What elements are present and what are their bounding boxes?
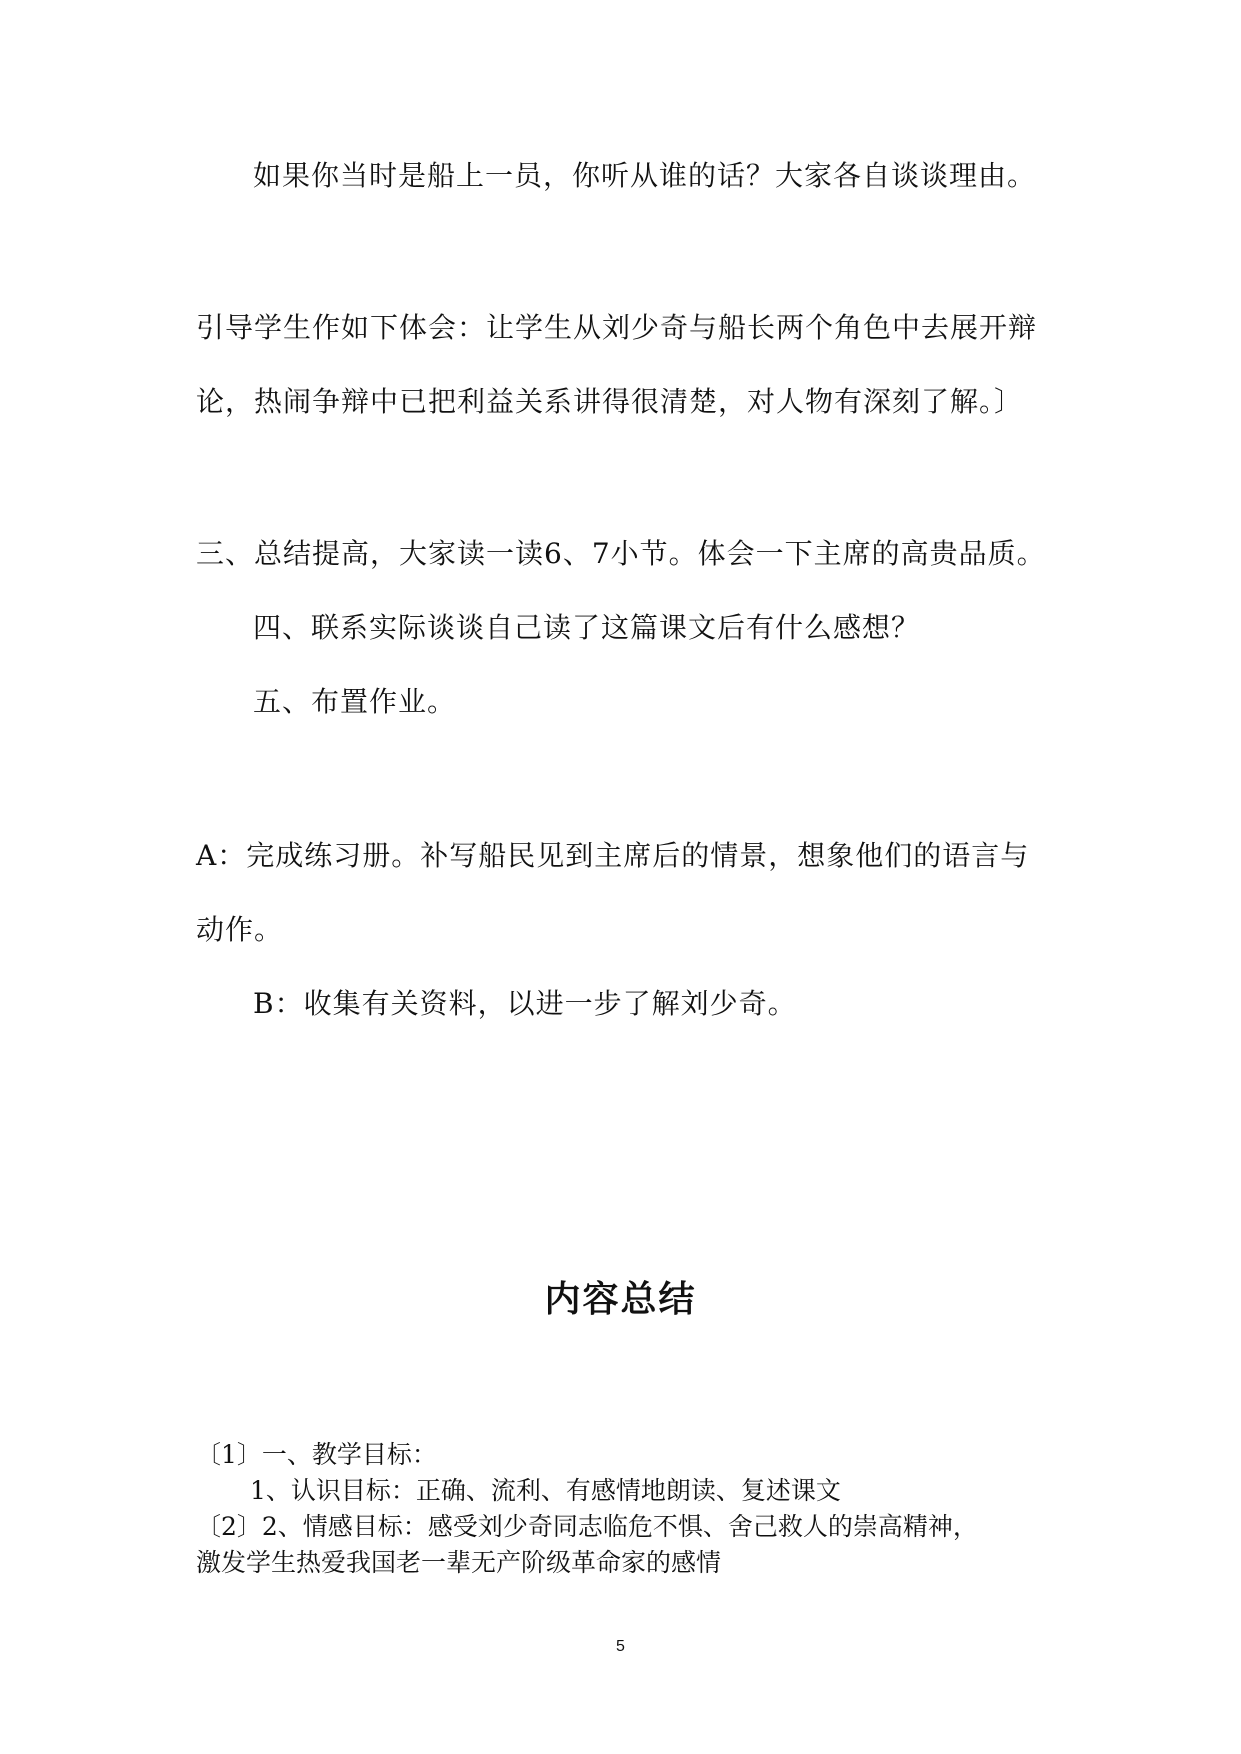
paragraph-reflection-step: 四、联系实际谈谈自己读了这篇课文后有什么感想？ [253, 611, 921, 644]
summary-heading: 内容总结 [544, 1279, 697, 1320]
summary-line-4: 激发学生热爱我国老一辈无产阶级革命家的感情 [196, 1548, 722, 1577]
summary-line-1: 〔1〕一、教学目标： [196, 1440, 437, 1469]
homework-a-line-1: A：完成练习册。补写船民见到主席后的情景，想象他们的语言与 [196, 839, 1030, 872]
summary-line-2: 1、认识目标：正确、流利、有感情地朗读、复述课文 [250, 1476, 841, 1505]
paragraph-homework-step: 五、布置作业。 [253, 685, 457, 718]
page-number: 5 [616, 1638, 625, 1655]
paragraph-guidance-line-1: 引导学生作如下体会：让学生从刘少奇与船长两个角色中去展开辩 [196, 311, 1038, 344]
homework-a-line-2: 动作。 [196, 913, 284, 946]
paragraph-guidance-line-2: 论，热闹争辩中已把利益关系讲得很清楚，对人物有深刻了解。〕 [196, 385, 1024, 418]
summary-line-3: 〔2〕2、情感目标：感受刘少奇同志临危不惧、舍己救人的崇高精神， [196, 1512, 978, 1541]
paragraph-question: 如果你当时是船上一员，你听从谁的话？大家各自谈谈理由。 [253, 159, 1037, 192]
paragraph-summary-step: 三、总结提高，大家读一读6、7小节。体会一下主席的高贵品质。 [196, 537, 1046, 570]
homework-b: B：收集有关资料，以进一步了解刘少奇。 [253, 987, 797, 1020]
